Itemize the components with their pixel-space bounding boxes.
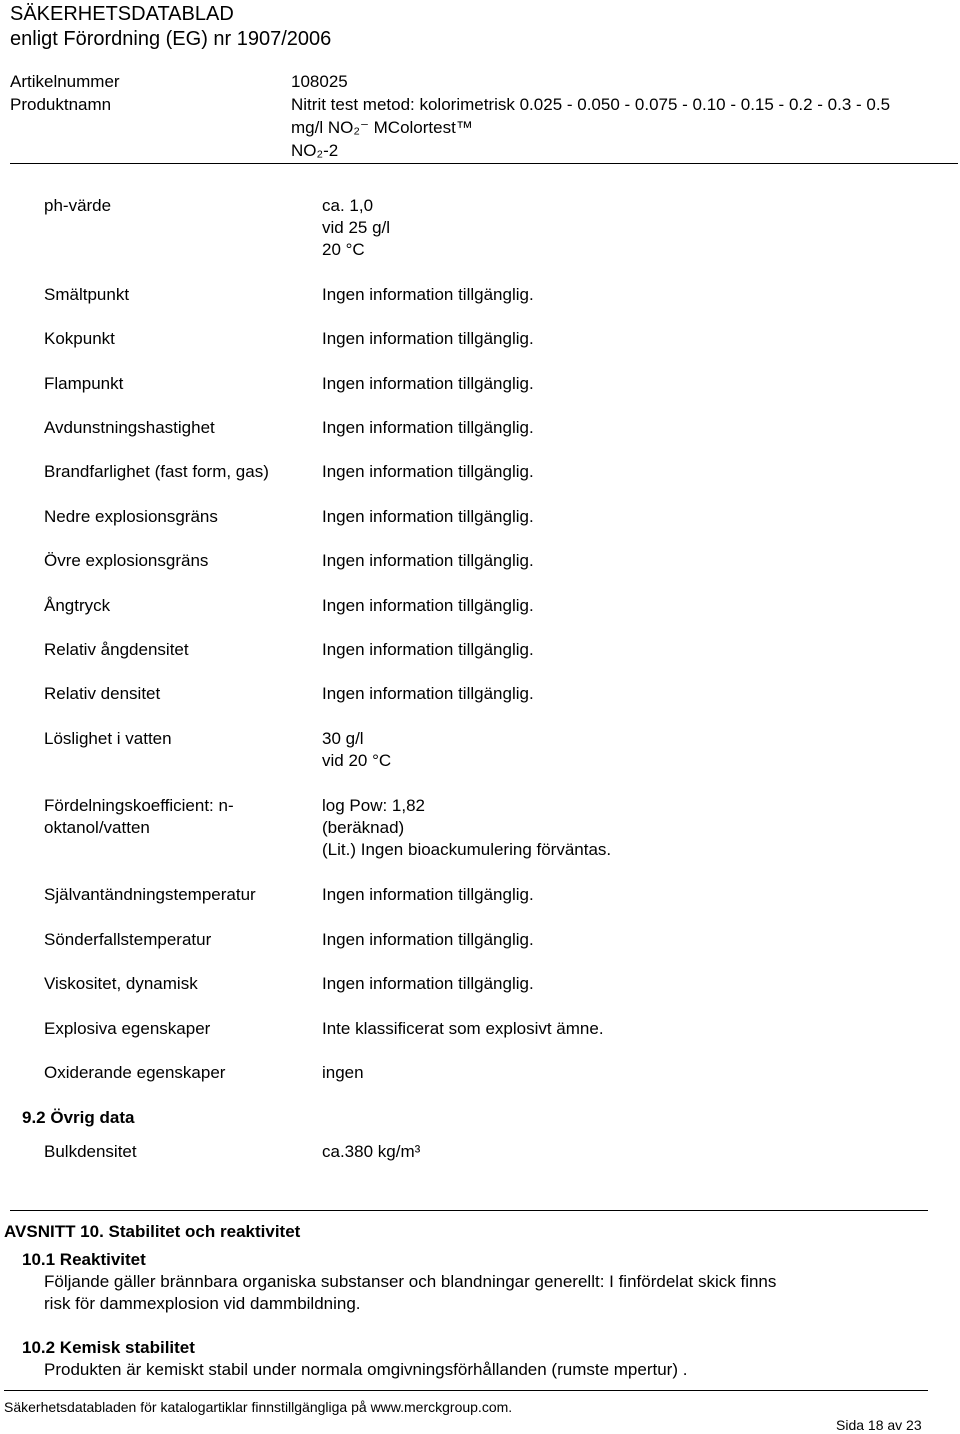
product-name-line-1: Nitrit test metod: kolorimetrisk 0.025 - 0.050 - 0.075 - 0.10 - 0.15 - 0.2 - 0.3 - 0.5	[291, 95, 891, 114]
property-value-line: Ingen information tillgänglig.	[322, 640, 534, 659]
property-value-line: Ingen information tillgänglig.	[322, 374, 534, 393]
property-label	[44, 639, 189, 661]
bulk-density-label: Bulkdensitet	[44, 1142, 137, 1161]
property-value-line: Ingen information tillgänglig.	[322, 551, 534, 570]
property-label	[44, 683, 160, 705]
property-label-line: Kokpunkt	[44, 329, 115, 348]
product-name-line-2: mg/l NO₂⁻ MColortest™	[291, 118, 473, 137]
property-label-line: Avdunstningshastighet	[44, 418, 215, 437]
property-value-line: 20 °C	[322, 240, 365, 259]
product-name-line-3: NO₂-2	[291, 141, 339, 160]
property-value	[322, 328, 534, 350]
header-divider	[10, 163, 958, 164]
article-number-value: 108025	[291, 72, 348, 91]
property-value-line: ingen	[322, 1063, 364, 1082]
property-value-line: log Pow: 1,82	[322, 796, 426, 815]
property-value	[322, 973, 534, 995]
property-value	[322, 728, 391, 772]
property-value-line: Ingen information tillgänglig.	[322, 329, 534, 348]
property-label	[44, 461, 269, 483]
other-data-heading: 9.2 Övrig data	[22, 1108, 135, 1127]
property-label	[44, 728, 172, 750]
property-label-line: oktanol/vatten	[44, 818, 150, 837]
property-value	[322, 795, 611, 861]
property-value-line: (beräknad)	[322, 818, 405, 837]
property-label-line: Relativ ångdensitet	[44, 640, 189, 659]
property-label-line: Relativ densitet	[44, 684, 161, 703]
property-label	[44, 973, 198, 995]
property-label-line: Nedre explosionsgräns	[44, 507, 218, 526]
property-label	[44, 595, 110, 617]
property-label	[44, 929, 211, 951]
property-label	[44, 195, 111, 217]
property-value	[322, 284, 534, 306]
section10-heading: AVSNITT 10. Stabilitet och reaktivitet	[4, 1222, 301, 1241]
property-label-line: Löslighet i vatten	[44, 729, 172, 748]
property-value	[322, 195, 390, 261]
property-label	[44, 417, 215, 439]
reactivity-text-line-2: risk för dammexplosion vid dammbildning.	[44, 1294, 361, 1313]
property-value	[322, 417, 534, 439]
property-value-line: vid 20 °C	[322, 751, 392, 770]
property-label-line: Fördelningskoefficient: n-	[44, 796, 234, 815]
property-label	[44, 328, 115, 350]
property-value-line: Inte klassificerat som explosivt ämne.	[322, 1019, 604, 1038]
property-label-line: Ångtryck	[44, 596, 111, 615]
property-label-line: Självantändningstemperatur	[44, 885, 256, 904]
bulk-density-value: ca.380 kg/m³	[322, 1142, 421, 1161]
product-name-label: Produktnamn	[10, 95, 112, 114]
property-label	[44, 550, 208, 572]
property-value	[322, 1018, 604, 1040]
page-number: Sida 18 av 23	[836, 1417, 922, 1433]
property-label-line: Smältpunkt	[44, 285, 130, 304]
property-value	[322, 639, 534, 661]
property-value-line: vid 25 g/l	[322, 218, 391, 237]
property-label-line: Brandfarlighet (fast form, gas)	[44, 462, 269, 481]
property-label	[44, 884, 256, 906]
property-value-line: Ingen information tillgänglig.	[322, 596, 534, 615]
property-value	[322, 929, 534, 951]
property-value	[322, 506, 534, 528]
property-value-line: ca. 1,0	[322, 196, 374, 215]
property-label-line: Flampunkt	[44, 374, 124, 393]
property-label-line: ph-värde	[44, 196, 112, 215]
property-value-line: Ingen information tillgänglig.	[322, 974, 534, 993]
reactivity-text-line-1: Följande gäller brännbara organiska substanser och blandningar generellt: I finfördelat skick finns	[44, 1272, 777, 1291]
property-value-line: (Lit.) Ingen bioackumulering förväntas.	[322, 840, 612, 859]
section10-divider	[10, 1210, 928, 1211]
article-number-label: Artikelnummer	[10, 72, 120, 91]
property-label	[44, 506, 218, 528]
property-value-line: Ingen information tillgänglig.	[322, 930, 534, 949]
property-label-line: Sönderfallstemperatur	[44, 930, 212, 949]
property-value-line: Ingen information tillgänglig.	[322, 418, 534, 437]
property-label	[44, 1062, 225, 1084]
property-label-line: Oxiderande egenskaper	[44, 1063, 226, 1082]
property-label	[44, 373, 123, 395]
property-value-line: Ingen information tillgänglig.	[322, 684, 534, 703]
property-value	[322, 461, 534, 483]
property-value	[322, 683, 534, 705]
footer-note: Säkerhetsdatabladen för katalogartiklar finnstillgängliga på www.merckgroup.com.	[4, 1399, 513, 1415]
property-value-line: Ingen information tillgänglig.	[322, 285, 534, 304]
property-label	[44, 284, 129, 306]
property-value-line: Ingen information tillgänglig.	[322, 462, 534, 481]
chemical-stability-text: Produkten är kemiskt stabil under normala omgivningsförhållanden (rumste mpertur) .	[44, 1360, 688, 1379]
property-value-line: Ingen information tillgänglig.	[322, 507, 534, 526]
property-label	[44, 1018, 210, 1040]
property-label-line: Explosiva egenskaper	[44, 1019, 211, 1038]
property-value	[322, 884, 534, 906]
footer-divider	[4, 1390, 928, 1391]
chemical-stability-heading: 10.2 Kemisk stabilitet	[22, 1338, 195, 1357]
regulation-subtitle: enligt Förordning (EG) nr 1907/2006	[10, 28, 332, 50]
property-label-line: Övre explosionsgräns	[44, 551, 209, 570]
document-title: SÄKERHETSDATABLAD	[10, 3, 234, 25]
property-value	[322, 373, 534, 395]
property-value	[322, 1062, 364, 1084]
property-value	[322, 595, 534, 617]
property-value-line: 30 g/l	[322, 729, 364, 748]
property-value	[322, 550, 534, 572]
reactivity-heading: 10.1 Reaktivitet	[22, 1250, 146, 1269]
property-label	[44, 795, 234, 839]
property-label-line: Viskositet, dynamisk	[44, 974, 198, 993]
property-value-line: Ingen information tillgänglig.	[322, 885, 534, 904]
